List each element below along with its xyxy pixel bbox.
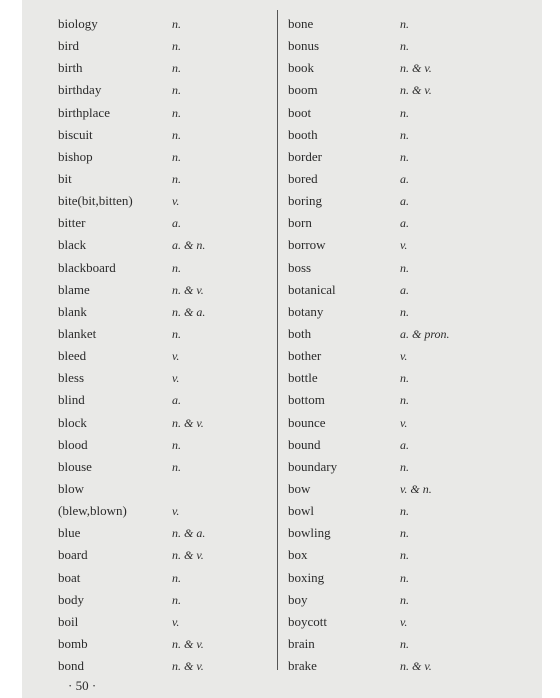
headword: boy	[288, 591, 308, 607]
headword: blue	[58, 525, 81, 541]
part-of-speech: n.	[400, 127, 409, 142]
headword: bishop	[58, 148, 93, 164]
part-of-speech: n. & v.	[172, 659, 204, 674]
part-of-speech: n.	[172, 570, 181, 585]
headword: bound	[288, 436, 321, 452]
headword: bit	[58, 170, 72, 186]
headword: blanket	[58, 325, 97, 341]
headword: board	[58, 547, 88, 563]
part-of-speech: a. & pron.	[400, 326, 450, 341]
part-of-speech: n.	[172, 149, 181, 164]
part-of-speech: n.	[400, 304, 409, 319]
headword: bored	[288, 170, 318, 186]
part-of-speech: n.	[400, 149, 409, 164]
headword: bottom	[288, 392, 325, 408]
part-of-speech: n.	[172, 592, 181, 607]
headword: birthday	[58, 82, 102, 98]
part-of-speech: n.	[400, 459, 409, 474]
headword: bowling	[288, 525, 331, 541]
part-of-speech: n.	[172, 171, 181, 186]
headword: borrow	[288, 237, 326, 253]
part-of-speech: a.	[400, 216, 409, 231]
part-of-speech: v.	[172, 194, 180, 209]
part-of-speech: a.	[400, 171, 409, 186]
headword: botany	[288, 303, 324, 319]
headword: born	[288, 215, 312, 231]
part-of-speech: v.	[172, 504, 180, 519]
part-of-speech: n.	[400, 548, 409, 563]
headword: birth	[58, 60, 83, 76]
headword: both	[288, 325, 312, 341]
part-of-speech: n. & v.	[172, 636, 204, 651]
dictionary-page	[22, 0, 542, 698]
headword: (blew,blown)	[58, 503, 127, 519]
headword: black	[58, 237, 87, 253]
headword: biscuit	[58, 126, 93, 142]
headword: bleed	[58, 348, 87, 364]
part-of-speech: n.	[400, 393, 409, 408]
part-of-speech: v.	[400, 238, 408, 253]
headword: boundary	[288, 458, 338, 474]
part-of-speech: v.	[172, 614, 180, 629]
part-of-speech: v.	[400, 349, 408, 364]
headword: bomb	[58, 635, 88, 651]
part-of-speech: n. & v.	[172, 282, 204, 297]
part-of-speech: n.	[172, 61, 181, 76]
part-of-speech: n.	[172, 83, 181, 98]
part-of-speech: n.	[400, 570, 409, 585]
part-of-speech: n.	[172, 39, 181, 54]
part-of-speech: a.	[400, 282, 409, 297]
part-of-speech: n. & v.	[172, 548, 204, 563]
column-divider	[277, 10, 278, 670]
headword: boom	[288, 82, 318, 98]
headword: boil	[58, 613, 79, 629]
headword: boxing	[288, 569, 325, 585]
part-of-speech: n.	[400, 592, 409, 607]
headword: bother	[288, 348, 322, 364]
headword: bowl	[288, 503, 314, 519]
part-of-speech: v.	[400, 415, 408, 430]
part-of-speech: a. & n.	[172, 238, 206, 253]
part-of-speech: n.	[400, 39, 409, 54]
part-of-speech: n. & a.	[172, 526, 206, 541]
part-of-speech: n. & a.	[172, 304, 206, 319]
part-of-speech: n.	[172, 459, 181, 474]
headword: boat	[58, 569, 81, 585]
headword: biology	[58, 16, 98, 31]
part-of-speech: a.	[172, 216, 181, 231]
part-of-speech: n.	[172, 105, 181, 120]
headword: body	[58, 591, 84, 607]
headword: bow	[288, 480, 311, 496]
headword: bonus	[288, 38, 320, 54]
headword: blank	[58, 303, 87, 319]
part-of-speech: n.	[400, 504, 409, 519]
part-of-speech: n. & v.	[400, 83, 432, 98]
headword: boycott	[288, 613, 327, 629]
part-of-speech: v. & n.	[400, 481, 432, 496]
part-of-speech: n. & v.	[400, 659, 432, 674]
part-of-speech: v.	[172, 371, 180, 386]
part-of-speech: v.	[172, 349, 180, 364]
part-of-speech: v.	[400, 614, 408, 629]
headword: book	[288, 60, 314, 76]
part-of-speech: n.	[172, 437, 181, 452]
headword: blackboard	[58, 259, 116, 275]
headword: blood	[58, 436, 88, 452]
part-of-speech: a.	[400, 194, 409, 209]
headword: birthplace	[58, 104, 110, 120]
headword: bitter	[58, 215, 86, 231]
headword: boss	[288, 259, 312, 275]
headword: bite(bit,bitten)	[58, 193, 133, 209]
part-of-speech: n.	[400, 105, 409, 120]
headword: bounce	[288, 414, 326, 430]
part-of-speech: n.	[400, 260, 409, 275]
headword: blouse	[58, 458, 92, 474]
part-of-speech: n.	[172, 127, 181, 142]
headword: blame	[58, 281, 90, 297]
headword: border	[288, 148, 322, 164]
part-of-speech: n.	[172, 17, 181, 31]
part-of-speech: n.	[400, 17, 409, 31]
part-of-speech: n. & v.	[400, 61, 432, 76]
part-of-speech: n.	[172, 260, 181, 275]
headword: botanical	[288, 281, 336, 297]
headword: bless	[58, 370, 84, 386]
headword: brain	[288, 635, 315, 651]
headword: block	[58, 414, 87, 430]
headword: bottle	[288, 370, 318, 386]
part-of-speech: n.	[400, 636, 409, 651]
headword: bird	[58, 38, 79, 54]
headword: boot	[288, 104, 312, 120]
headword: blind	[58, 392, 85, 408]
part-of-speech: n.	[172, 326, 181, 341]
headword: box	[288, 547, 308, 563]
page-number: · 50 ·	[68, 678, 97, 693]
headword: bone	[288, 16, 314, 31]
part-of-speech: n. & v.	[172, 415, 204, 430]
part-of-speech: a.	[400, 437, 409, 452]
headword: brake	[288, 658, 317, 674]
headword: bond	[58, 658, 84, 674]
headword: boring	[288, 193, 322, 209]
headword: booth	[288, 126, 318, 142]
part-of-speech: n.	[400, 526, 409, 541]
part-of-speech: n.	[400, 371, 409, 386]
part-of-speech: a.	[172, 393, 181, 408]
headword: blow	[58, 480, 84, 496]
